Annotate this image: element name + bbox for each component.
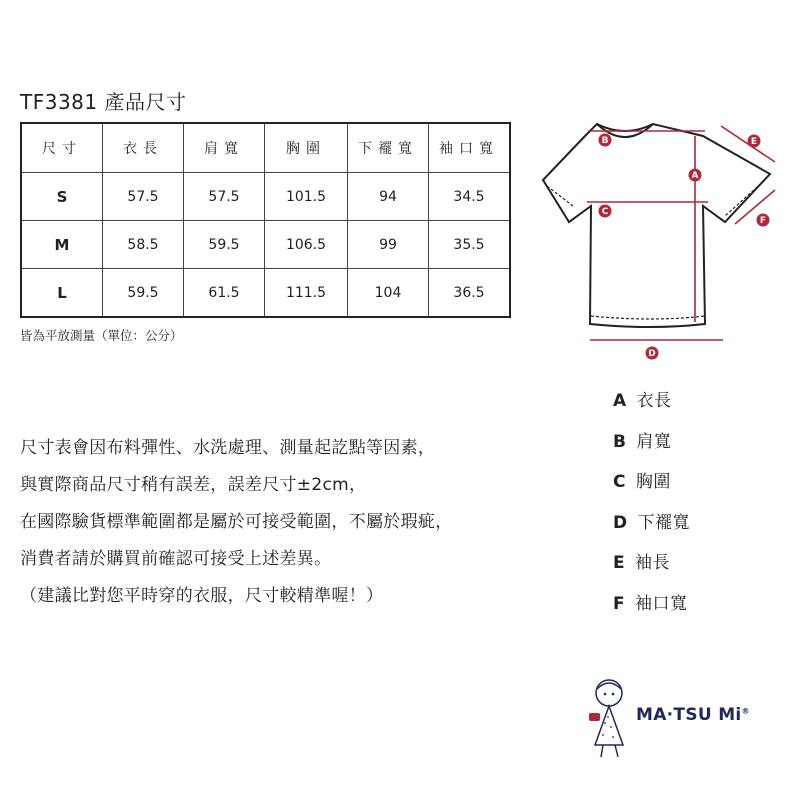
brand-mascot-icon	[585, 675, 635, 760]
tshirt-outline	[543, 124, 770, 327]
table-cell: 35.5	[429, 221, 511, 269]
header-cell: 袖口寬	[429, 123, 511, 173]
legend-key: D	[613, 512, 628, 533]
legend-key: F	[613, 593, 626, 614]
table-cell: 57.5	[103, 173, 184, 221]
legend-label: 袖口寬	[635, 593, 688, 614]
legend-item	[613, 510, 690, 551]
disclaimer-line: 與實際商品尺寸稍有誤差，誤差尺寸±2cm，	[20, 475, 367, 495]
legend-label: 胸圍	[635, 472, 671, 492]
sleeve-hem-left	[547, 186, 573, 206]
marker-e-label: E	[750, 137, 758, 147]
disclaimer-line: 消費者請於購買前確認可接受上述差異。	[20, 549, 332, 569]
measurement-legend	[613, 388, 690, 631]
legend-key: E	[613, 553, 626, 573]
disclaimer-line: 尺寸表會因布料彈性、水洗處理、測量起訖點等因素，	[20, 438, 436, 458]
legend-item	[613, 469, 690, 510]
marker-f-label: F	[759, 216, 767, 226]
measure-line-e	[721, 126, 775, 162]
legend-label: 衣長	[636, 391, 672, 411]
table-cell: 57.5	[184, 173, 265, 221]
table-row	[21, 269, 510, 318]
table-cell: 36.5	[429, 269, 511, 318]
legend-item	[613, 429, 690, 470]
size-cell: M	[21, 221, 103, 269]
marker-d-label: D	[648, 349, 656, 359]
table-cell: 34.5	[429, 173, 511, 221]
size-cell: S	[21, 173, 103, 221]
legend-key: B	[613, 431, 627, 452]
legend-label: 袖長	[635, 553, 671, 573]
header-cell: 衣長	[103, 123, 184, 173]
page-title: TF3381 產品尺寸	[20, 90, 187, 114]
brand-name: MA·TSU Mi	[636, 705, 742, 725]
table-header-row	[21, 123, 510, 173]
disclaimer-text	[20, 436, 580, 621]
marker-b-label: B	[601, 136, 609, 146]
table-cell: 58.5	[103, 221, 184, 269]
size-cell: L	[21, 269, 103, 318]
table-cell: 104	[348, 269, 429, 318]
header-cell: 尺寸	[21, 123, 103, 173]
table-cell: 111.5	[265, 269, 348, 318]
header-cell: 下襬寬	[348, 123, 429, 173]
size-table	[20, 122, 511, 318]
marker-c-label: C	[601, 207, 609, 217]
table-cell: 61.5	[184, 269, 265, 318]
legend-item	[613, 388, 690, 429]
tshirt-diagram	[535, 110, 790, 370]
table-cell: 94	[348, 173, 429, 221]
table-row	[21, 221, 510, 269]
legend-item	[613, 550, 690, 591]
marker-a-label: A	[691, 171, 699, 181]
legend-key: A	[613, 391, 627, 411]
header-cell: 胸圍	[265, 123, 348, 173]
legend-key: C	[613, 472, 626, 492]
table-cell: 101.5	[265, 173, 348, 221]
disclaimer-line: 在國際驗貨標準範圍都是屬於可接受範圍，不屬於瑕疵，	[20, 512, 453, 532]
legend-label: 下襬寬	[637, 512, 691, 533]
brand-registered-mark: ®	[741, 706, 750, 716]
table-row	[21, 173, 510, 221]
legend-item	[613, 591, 690, 632]
brand-logo	[636, 705, 750, 725]
table-cell: 59.5	[103, 269, 184, 318]
disclaimer-line: （建議比對您平時穿的衣服，尺寸較精準喔！）	[20, 586, 384, 606]
table-cell: 99	[348, 221, 429, 269]
table-cell: 59.5	[184, 221, 265, 269]
table-cell: 106.5	[265, 221, 348, 269]
body-hem	[591, 316, 705, 319]
measurement-note: 皆為平放測量（單位：公分）	[20, 328, 183, 343]
legend-label: 肩寬	[636, 431, 672, 452]
header-cell: 肩寬	[184, 123, 265, 173]
